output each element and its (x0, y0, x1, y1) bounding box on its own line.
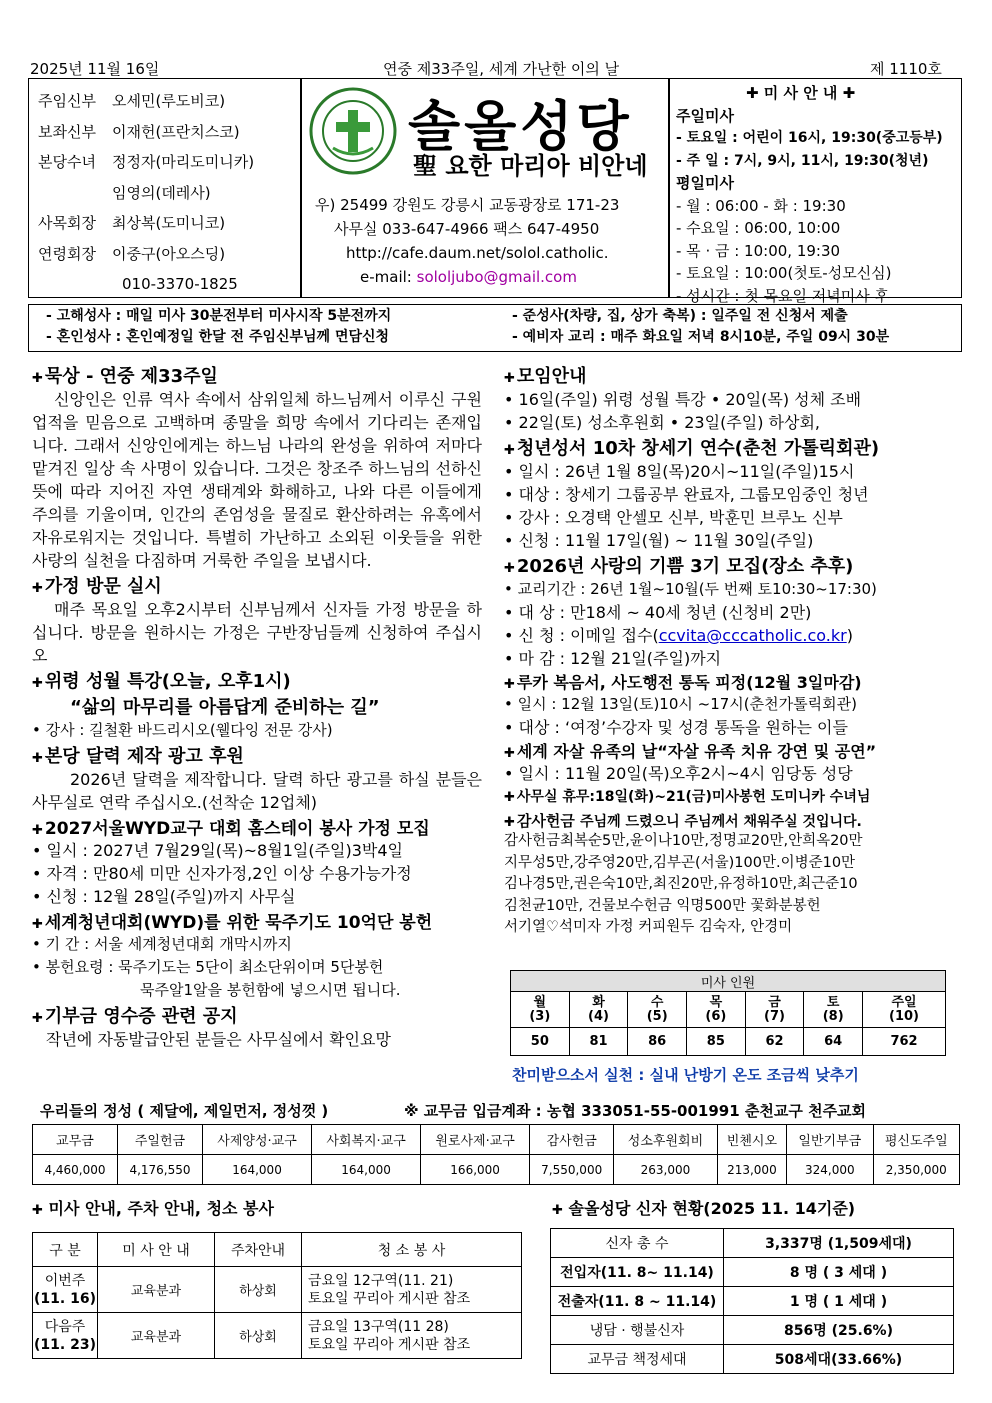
luke-item: • 대상 : ‘여정’수강자 및 성경 통독을 원하는 이들 (504, 718, 848, 737)
notice-catechumen: - 예비자 교리 : 매주 화요일 저녁 8시10분, 주일 09시 30분 (512, 329, 890, 345)
attendance-day: 월 (3) (511, 992, 570, 1028)
meditation-title: ✚ 묵상 - 연중 제33주일 (32, 366, 218, 387)
offering-value: 263,000 (614, 1155, 717, 1185)
attendance-day: 화 (4) (569, 992, 628, 1028)
receipt-body: 작년에 자동발급안된 분들은 사무실에서 확인요망 (46, 1030, 391, 1049)
attendance-count: 64 (804, 1028, 863, 1056)
bible-item: • 강사 : 오경택 안셀모 신부, 박훈민 브루노 신부 (504, 508, 843, 527)
attendance-count: 81 (569, 1028, 628, 1056)
thanks-line: 지무성5만,강주영20만,김부곤(서울)100만.이병준10만 (504, 854, 856, 871)
church-logo (308, 86, 398, 176)
thanks-line: 감사헌금최복순5만,윤이나10만,정명교20만,안희옥20만 (504, 833, 863, 849)
offering-header: 원로사제·교구 (421, 1125, 530, 1155)
bulletin-issue: 제 1110호 (870, 60, 942, 78)
attendance-day: 수 (5) (628, 992, 687, 1028)
suicide-item: • 일시 : 11월 20일(목)오후2시~4시 임당동 성당 (504, 764, 853, 783)
campaign-text: 찬미받으소서 실천 : 실내 난방기 온도 조금씩 낮추기 (512, 1066, 859, 1084)
lecture-speaker: • 강사 : 길철환 바드리시오(웰다잉 전문 강사) (32, 721, 333, 739)
bulletin-occasion: 연중 제33주일, 세계 가난한 이의 날 (383, 60, 620, 78)
love-deadline: • 마 감 : 12월 21일(주일)까지 (504, 649, 722, 668)
stats-row: 신자 총 수 3,337명 (1,509세대) (551, 1229, 954, 1258)
notice-confession: - 고해성사 : 매일 미사 30분전부터 미사시작 5분전까지 (46, 308, 392, 324)
wyd-item: • 일시 : 2027년 7월29일(목)~8월1일(주일)3박4일 (32, 841, 403, 860)
offering-value: 2,350,000 (873, 1155, 959, 1185)
stats-row: 전입자(11. 8~ 11.14) 8 명 ( 3 세대 ) (551, 1258, 954, 1287)
service-table (32, 1232, 522, 1359)
offering-header: 사회복지·교구 (312, 1125, 421, 1155)
love-item: • 대 상 : 만18세 ~ 40세 청년 (신청비 2만) (504, 603, 812, 622)
bible-item: • 일시 : 26년 1월 8일(목)20시~11일(주일)15시 (504, 462, 855, 481)
offering-value: 164,000 (312, 1155, 421, 1185)
attendance-title: 미사 인원 (511, 971, 946, 992)
stats-table (550, 1228, 954, 1374)
love-item: • 교리기간 : 26년 1월~10월(두 번째 토10:30~17:30) (504, 580, 877, 598)
luke-item: • 일시 : 12월 13일(토)10시 ~17시(춘천가톨릭회관) (504, 695, 857, 713)
stats-title: ✚ 솔올성당 신자 현황(2025 11. 14기준) (552, 1199, 856, 1218)
lecture-title: ✚ 위령 성월 특강(오늘, 오후1시) (32, 671, 291, 692)
church-contact: 우) 25499 강원도 강릉시 교동광장로 171-23 사무실 033-647-4966 팩스 647-4950 http://cafe.daum.net/solol.catholic. e-mail: sololjubo@gmail.com (315, 196, 620, 286)
rosary-item: • 봉헌요령 : 묵주기도는 5단이 최소단위이며 5단봉헌 (32, 958, 384, 976)
thanks-line: 김나경5만,권은숙10만,최진20만,유정하10만,최근준10 (504, 876, 858, 892)
wyd-item: • 신청 : 12월 28일(주일)까지 사무실 (32, 887, 296, 906)
service-row: 이번주 (11. 16) 교육분과 하상회 금요일 12구역(11. 21) 토요일 꾸리아 게시판 참조 (33, 1267, 522, 1313)
offering-header: 주일헌금 (118, 1125, 203, 1155)
notice-blessing: - 준성사(차량, 집, 상가 축복) : 일주일 전 신청서 제출 (512, 308, 848, 324)
bible-item: • 대상 : 창세기 그룹공부 완료자, 그룹모임중인 청년 (504, 485, 869, 504)
attendance-day: 목 (6) (687, 992, 746, 1028)
wyd-item: • 자격 : 만80세 미만 신자가정,2인 이상 수용가능가정 (32, 864, 412, 883)
attendance-count: 50 (511, 1028, 570, 1056)
attendance-day: 토 (8) (804, 992, 863, 1028)
service-row: 다음주 (11. 23) 교육분과 하상회 금요일 13구역(11 28) 토요일 꾸리아 게시판 참조 (33, 1313, 522, 1359)
service-header: 청 소 봉 사 (302, 1233, 522, 1267)
offering-table (32, 1124, 960, 1185)
church-patron: 聖 요한 마리아 비안네 (413, 152, 648, 180)
suicide-title: ✚ 세계 자살 유족의 날“자살 유족 치유 강연 및 공연” (504, 742, 877, 761)
staff-list: 주임신부 오세민(루도비코) 보좌신부 이재헌(프란치스코) 본당수녀 정정자(마리도미니카) 임영의(데레사) 사목회장 최상복(도미니코) 연령회장 이중구(아오스딩) 010-3370-1825 (38, 92, 255, 293)
thanks-line: 서기열♡석미자 가정 커피원두 김숙자, 안경미 (504, 919, 793, 935)
love-title: ✚ 2026년 사랑의 기쁨 3기 모집(장소 추후) (504, 556, 854, 577)
offering-account: ※ 교무금 입금계좌 : 농협 333051-55-001991 춘천교구 천주교회 (404, 1102, 867, 1120)
offering-value: 324,000 (787, 1155, 873, 1185)
offering-value: 4,460,000 (33, 1155, 118, 1185)
mass-schedule-title: 미 사 안 내 (763, 84, 838, 102)
offering-value: 4,176,550 (118, 1155, 203, 1185)
offering-header: 감사헌금 (530, 1125, 614, 1155)
offering-value: 7,550,000 (530, 1155, 614, 1185)
meetings-title: ✚ 모임안내 (504, 366, 587, 387)
calendar-body: 2026년 달력을 제작합니다. 달력 하단 광고를 하실 분들은 사무실로 연락 주십시오.(선착순 12업체) (32, 770, 482, 812)
office-title: ✚ 사무실 휴무:18일(화)~21(금)미사봉헌 도미니카 수녀님 (504, 789, 871, 805)
service-title: ✚ 미사 안내, 주차 안내, 청소 봉사 (32, 1199, 274, 1218)
wyd-title: ✚ 2027서울WYD교구 대회 홈스테이 봉사 가정 모집 (32, 819, 430, 839)
stats-row: 전출자(11. 8 ~ 11.14) 1 명 ( 1 세대 ) (551, 1287, 954, 1316)
attendance-day: 주일 (10) (863, 992, 946, 1028)
luke-title: ✚ 루카 복음서, 사도행전 통독 피정(12월 3일마감) (504, 673, 862, 692)
offering-header: 평신도주일 (873, 1125, 959, 1155)
thanks-line: 김천균10만, 건물보수헌금 익명500만 꽃화분봉헌 (504, 897, 821, 914)
rosary-title: ✚ 세계청년대회(WYD)를 위한 묵주기도 10억단 봉헌 (32, 913, 433, 933)
calendar-title: ✚ 본당 달력 제작 광고 후원 (32, 746, 244, 767)
offering-header: 사제양성·교구 (203, 1125, 312, 1155)
bible-title: ✚ 청년성서 10차 창세기 연수(춘천 가톨릭회관) (504, 438, 880, 459)
meditation-body: 신앙인은 인류 역사 속에서 삼위일체 하느님께서 이루신 구원 업적을 믿음으로 고백하며 종말을 희망 속에서 기다리는 존재입니다. 그래서 신앙인에게는 하느님 나라의 완성을 위하여 저마다 맡겨진 일상 속 사명이 있습니다. 그것은 창조주 하느님의 선하신 뜻에 따라 지어진 자연 생태계와 화해하고, 나와 다른 이들에게 주의를 기울이며, 인간의 존엄성을 물질로 환산하려는 유혹에서 자유로워지는 것입니다. 특별히 가난하고 소외된 이웃들을 위한 사랑의 실천을 다짐하며 거룩한 주일을 보냅시다. (32, 390, 482, 570)
stats-row: 냉담 · 행불신자 856명 (25.6%) (551, 1316, 954, 1345)
thanks-title: ✚ 감사헌금 주님께 드렸으니 주님께서 채워주실 것입니다. (504, 812, 862, 830)
home-visit-title: ✚ 가정 방문 실시 (32, 576, 162, 597)
attendance-table (510, 970, 946, 1056)
bulletin-date: 2025년 11월 16일 (30, 60, 160, 78)
notice-wedding: - 혼인성사 : 혼인예정일 한달 전 주임신부님께 면담신청 (46, 329, 390, 345)
attendance-count: 762 (863, 1028, 946, 1056)
offering-header: 빈첸시오 (717, 1125, 786, 1155)
love-apply: • 신 청 : 이메일 접수(ccvita@cccatholic.co.kr) (504, 626, 853, 645)
offering-value: 213,000 (717, 1155, 786, 1185)
attendance-day: 금 (7) (745, 992, 804, 1028)
offering-header: 일반기부금 (787, 1125, 873, 1155)
apply-email-link[interactable]: ccvita@cccatholic.co.kr (658, 626, 847, 645)
bible-item: • 신청 : 11월 17일(월) ~ 11월 30일(주일) (504, 531, 814, 550)
offering-header: 교무금 (33, 1125, 118, 1155)
offering-header: 성소후원회비 (614, 1125, 717, 1155)
attendance-count: 86 (628, 1028, 687, 1056)
attendance-count: 62 (745, 1028, 804, 1056)
rosary-item: • 기 간 : 서울 세계청년대회 개막시까지 (32, 935, 292, 953)
rosary-item: 묵주알1알을 봉헌함에 넣으시면 됩니다. (140, 981, 401, 999)
meetings-line: • 22일(토) 성소후원회 • 23일(주일) 하상회, (504, 413, 821, 432)
offering-title: 우리들의 정성 ( 제달에, 제일먼저, 정성껏 ) (40, 1102, 329, 1120)
receipt-title: ✚ 기부금 영수증 관련 공지 (32, 1006, 238, 1027)
offering-value: 164,000 (203, 1155, 312, 1185)
service-header: 주차안내 (215, 1233, 302, 1267)
lecture-subtitle: “삶의 마무리를 아름답게 준비하는 길” (70, 697, 380, 718)
service-header: 미 사 안 내 (98, 1233, 215, 1267)
service-header: 구 분 (33, 1233, 98, 1267)
meetings-line: • 16일(주일) 위령 성월 특강 • 20일(목) 성체 조배 (504, 390, 862, 409)
mass-schedule: ✚ 미 사 안 내 ✚ 주일미사 - 토요일 : 어린이 16시, 19:30(중고등부) - 주 일 : 7시, 9시, 11시, 19:30(청년) 평일미사 - 월 : 06:00 - 화 : 19:30 - 수요일 : 06:00, 10:00 - 목 · 금 : 10:00, 19:30 - 토요일 : 10:00(첫토-성모신심) - 성시간 : 첫 목요일 저녁미사 후 (676, 84, 943, 305)
right-column (504, 362, 956, 939)
offering-value: 166,000 (421, 1155, 530, 1185)
home-visit-body: 매주 목요일 오후2시부터 신부님께서 신자들 가정 방문을 하십니다. 방문을 원하시는 가정은 구반장님들께 신청하여 주십시오 (32, 600, 482, 665)
church-name: 솔올성당 (408, 95, 633, 158)
attendance-count: 85 (687, 1028, 746, 1056)
left-column (32, 362, 482, 1051)
stats-row: 교무금 책정세대 508세대(33.66%) (551, 1345, 954, 1374)
